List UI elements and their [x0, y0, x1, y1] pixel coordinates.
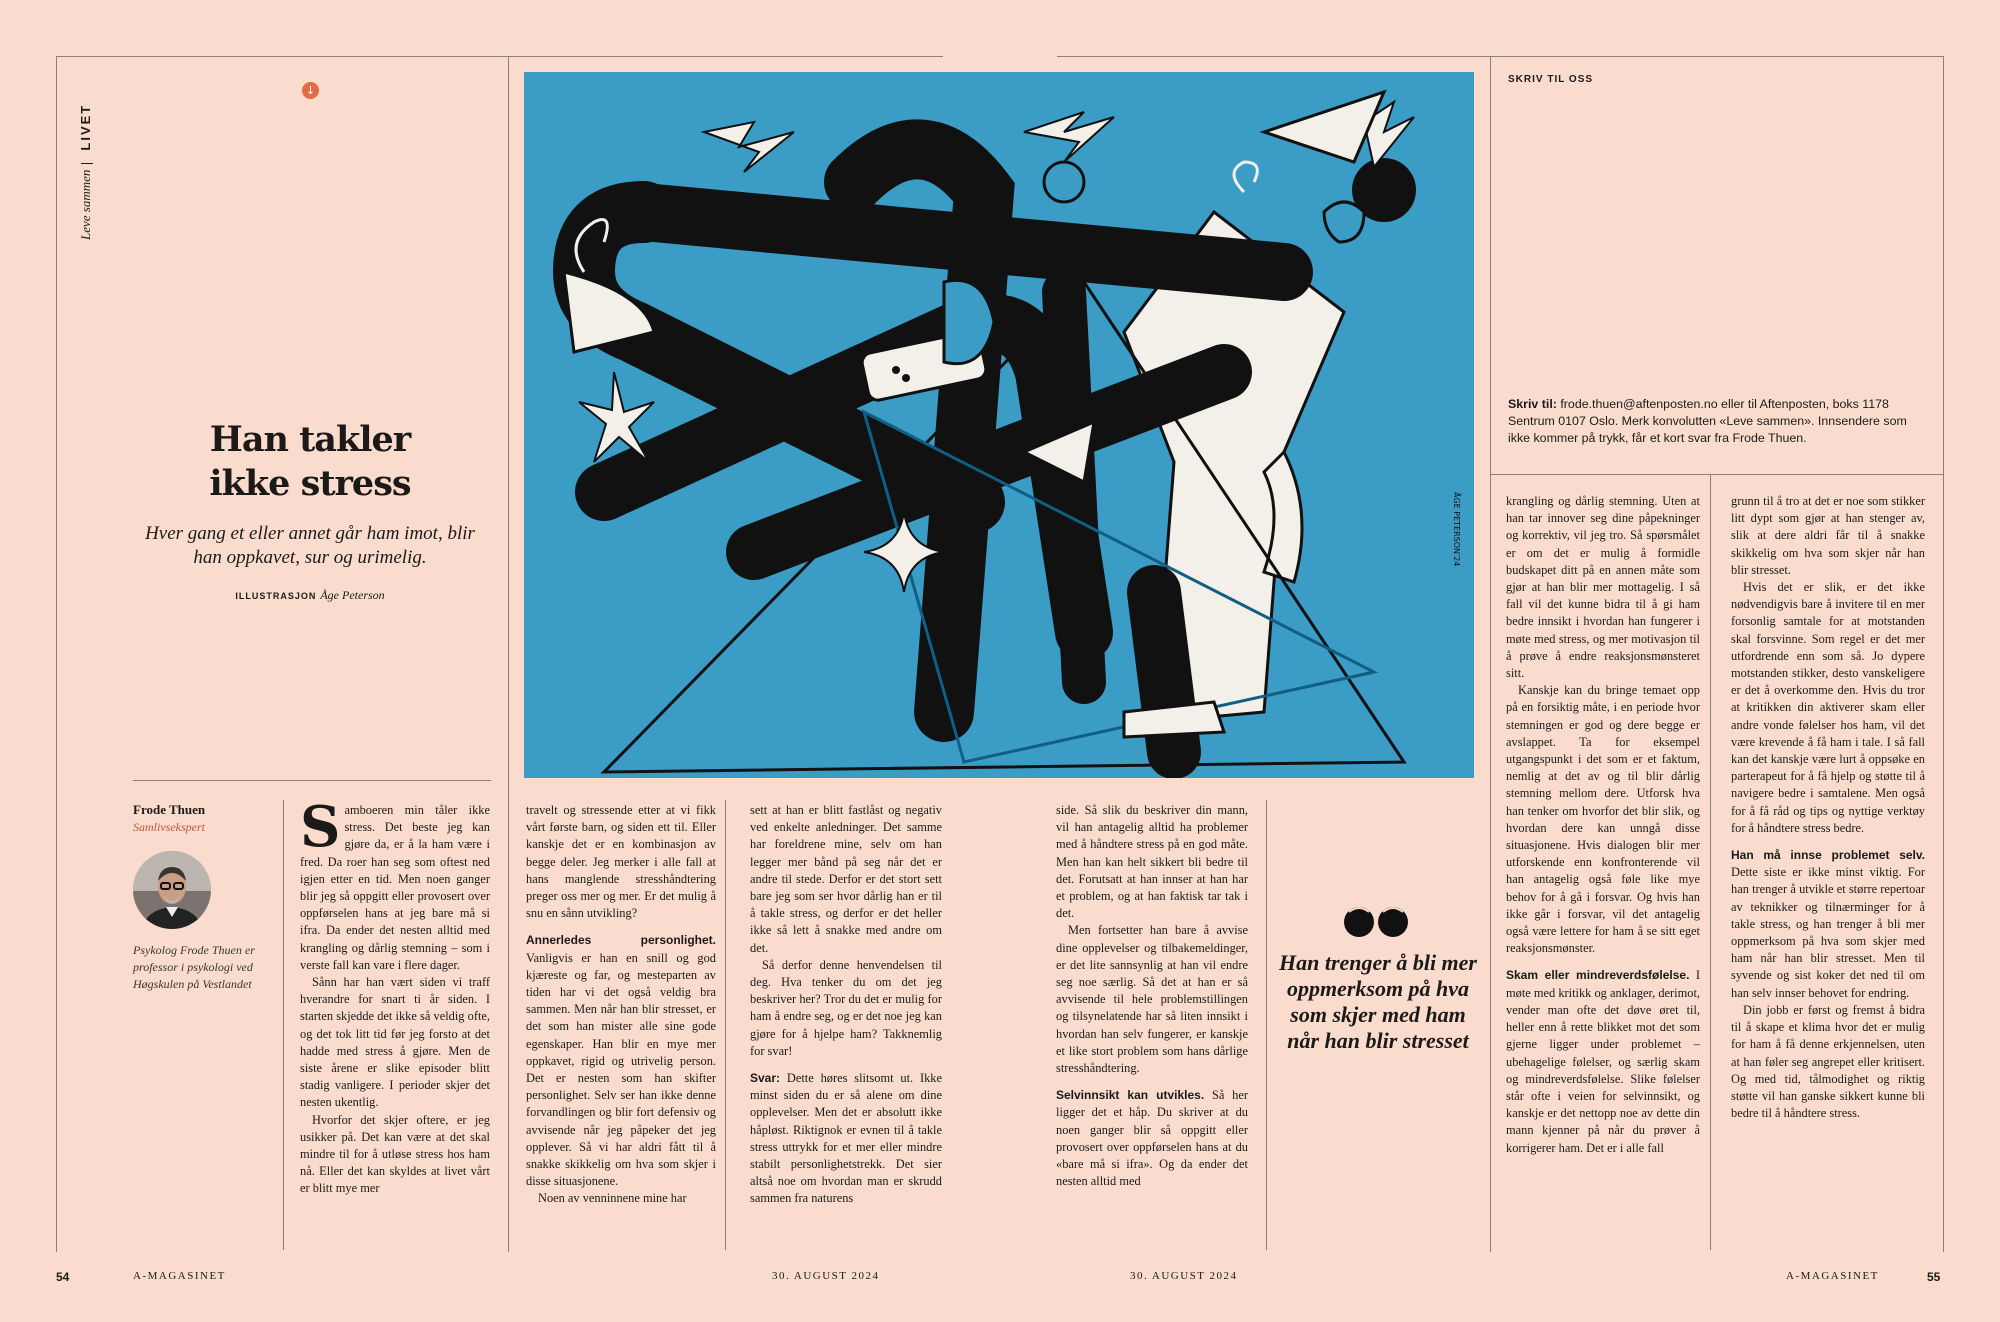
illustration-credit: ILLUSTRASJON Åge Peterson — [235, 588, 385, 602]
rule-col-divider — [1710, 474, 1711, 1250]
author-bio: Psykolog Frode Thuen er professor i psykologi ved Høgskulen på Vestlandet — [133, 943, 255, 991]
article-lede: Hver gang et eller annet går ham imot, blir han oppkavet, sur og urimelig. — [145, 523, 475, 568]
article-column-1: S amboeren min tåler ikke stress. Det beste jeg kan gjøre da, er å la ham være i fred. Da roer han seg som oftest ned igjen etter en tid. Men noen ganger blir jeg så oppgitt eller provosert over oppførselen hans at jeg bare må si ifra. Da ender det nesten alltid med krangling og dårlig stemning – som i verste fall kan vare i flere dager. Sånn har han vært siden vi traff hverandre for snart ti år siden. I starten skjedde det ikke så veldig ofte, og det tok litt tid før jeg forsto at det hadde med stress å gjøre. Men de siste årene er slike episoder blitt stadig vanligere. I perioder skjer det nesten ukentlig. Hvorfor det skjer oftere, er jeg usikker på. Det kan være at det skal mindre til for å utløse stress hos ham nå. Eller det kan skyldes at livet vårt er blitt mye mer — [300, 794, 490, 1196]
subheading: Annerledes personlighet. — [526, 933, 716, 948]
section-sub: Leve sammen — [78, 169, 93, 240]
magazine-name-left: A-MAGASINET — [133, 1270, 226, 1282]
article-column-2: travelt og stressende etter at vi fikk vårt første barn, og siden ett til. Eller kanskje det er en kombinasjon av begge deler. Jeg merker i alle fall at hans manglende stresshåndtering preger oss mer og mer. Er det mulig å snu en sånn utvikling? Annerledes personlighet. Vanligvis er han en snill og god kjæreste og far, og mesteparten av tiden har vi det også veldig bra sammen. Men når han blir stresset, er det som han mister alle sine gode egenskaper. Han blir en mye mer oppkavet, rigid og utrivelig person. Det er nesten som han skifter personlighet. Selv ser han ikke denne forvandlingen og blir fort defensiv og avvisende når jeg påpeker det jeg opplever. Så vi har aldri fått til å snakke skikkelig om hva som skjer i disse situasjonene. Noen av venninnene mine har — [526, 803, 716, 1206]
rule-col-divider — [508, 800, 509, 1250]
avatar — [133, 851, 211, 929]
subheading: Han må innse problemet selv. — [1731, 848, 1925, 863]
article-column-5: krangling og dårlig stemning. Uten at han tar innover seg dine påpekninger og korrektiv, vil jeg tro. Så spørsmålet er om det er mulig å formidle budskapet ditt på en annen måte som gjør at han blir mer mottagelig. I så fall vil det kunne bidra til å gi ham bedre innsikt i hvordan han fungerer i møte med stress, og mer motivasjon til å prøve å endre reaksjonsmønsteret sitt. Kanskje kan du bringe temaet opp på en forsiktig måte, i en periode hvor stemningen er god og dere begge er avslappet. Ta for eksempel utgangspunkt i det som er et faktum, nemlig at det av og til blir dårlig stemning mellom dere. Utforsk hva han tenker om hvorfor det blir slik, og hvordan dere kan unngå disse situasjonene. Hvis dialogen blir mer utforskende enn konfronterende vil han antagelig også føle like mye behov for å gå i forsvar. Og hvis han ikke går i forsvar, vil det antagelig også være lettere for ham å se sitt eget reaksjonsmønster. Skam eller mindreverdsfølelse. I møte med kritikk og anklager, derimot, vender man ofte det døve øret til, heller enn å rette blikket mot det som gjerne ligger under problemet – ubehagelige følelser, og særlig skam og mindreverdsfølelse. Slike følelser står ofte i veien for selvinnsikt, og kanskje er det nettopp noe av dette din mann kjenner på når du prøver å korrigerer ham. Det er i alle fall — [1506, 494, 1700, 1155]
section-label — [76, 80, 102, 280]
dropcap: S — [300, 794, 341, 860]
section-main: LIVET — [78, 103, 93, 151]
illustration — [524, 72, 1474, 778]
article-title: Han takler ikke stress — [209, 419, 411, 504]
illustration-signature: ÅGE PETERSON'24 — [1452, 492, 1461, 567]
rule-col-divider — [1490, 56, 1491, 1252]
page-number-left: 54 — [56, 1270, 70, 1284]
write-to-us-heading: SKRIV TIL OSS — [1508, 74, 1594, 85]
subheading: Svar: — [750, 1071, 781, 1086]
rule-right-edge — [1943, 56, 1944, 1252]
author-role: Samlivsekspert — [133, 820, 205, 834]
rule-top-right — [1057, 56, 1944, 57]
write-to-us-text: Skriv til: frode.thuen@aftenposten.no eller til Aftenposten, boks 1178 Sentrum 0107 Oslo. Merk konvolutten «Leve sammen». Innsendere som ikke kommer på trykk, får et kort svar fra Frode Thuen. — [1508, 397, 1907, 445]
rule-col-divider — [283, 800, 284, 1250]
subheading: Selvinnsikt kan utvikles. — [1056, 1088, 1205, 1103]
magazine-name-right: A-MAGASINET — [1786, 1270, 1879, 1282]
issue-date-left: 30. AUGUST 2024 — [772, 1270, 880, 1282]
author-name: Frode Thuen — [133, 802, 206, 817]
rule-col-divider — [725, 800, 726, 1250]
rule-col-divider — [1266, 800, 1267, 1250]
rule-top-left — [56, 56, 943, 57]
article-column-3: sett at han er blitt fastlåst og negativ ved enkelte anledninger. Det samme har foreldrene mine, selv om han legger mer bånd på seg når det er andre til stede. Derfor er det stort sett bare jeg som ser hvor dårlig han er til å takle stress, og derfor er det heller ikke så lett å snakke med andre om det. Så derfor denne henvendelsen til deg. Hva tenker du om det jeg beskriver her? Tror du det er mulig for ham å endre seg, og er det noe jeg kan gjøre for å hjelpe ham? Takknemlig for svar! Svar: Dette høres slitsomt ut. Ikke minst siden du er så alene om dine opplevelser. Men det er absolutt ikke håpløst. Riktignok er evnen til å takle stress uttrykk for et mer eller mindre stabilt personlighetstrekk. Det sier altså noe om hvordan man er skrudd sammen fra naturens — [750, 803, 942, 1206]
article-column-6: grunn til å tro at det er noe som stikker litt dypt som gjør at han stenger av, slik at dere aldri får til å snakke skikkelig om hva som skjer når han blir stresset. Hvis det er slik, er det ikke nødvendigvis bare å invitere til en mer forsonlig samtale for at motstanden skal forsvinne. Som regel er det mer utfordrende enn som så. Jo dypere motstanden stikker, desto vanskeligere er det å overkomme den. Hvis du tror at kritikken din aktiverer skam eller andre vonde følelser hos ham, vil det være krevende å få ham i tale. I så fall kan det kanskje være lurt å oppsøke en parterapeut for å få hjelp og støtte til å navigere bedre i samtalene. Men også for å få råd og tips og nyttige verktøy for å håndtere stress bedre. Han må innse problemet selv. Dette siste er ikke minst viktig. For han trenger å utvikle et større repertoar av teknikker og tilnærminger for å takle stress, og han trenger å bli mer oppmerksom på hva som skjer med ham når han blir stresset. Men til syvende og sist koker det ned til om han selv innser behovet for endring. Din jobb er først og fremst å bidra til å skape et klima hvor det er mulig for ham å få denne erkjennelsen, uten at han føler seg angrepet eller kritisert. Og med tid, tålmodighet og riktig støtte vil han ganske sikkert kunne bli bedre til å håndtere stress. — [1731, 494, 1925, 1121]
author-block — [133, 802, 273, 991]
rule-left-edge — [56, 56, 57, 1252]
rule-author — [133, 780, 491, 781]
pull-quote: Han trenger å bli mer oppmerksom på hva som skjer med ham når han blir stresset — [1278, 950, 1477, 1053]
page-number-right: 55 — [1927, 1270, 1941, 1284]
arrow-down-icon: ↓ — [302, 82, 319, 99]
issue-date-right: 30. AUGUST 2024 — [1130, 1270, 1238, 1282]
rule-write-box — [1490, 474, 1943, 475]
quote-icon — [1343, 902, 1413, 938]
subheading: Skam eller mindreverdsfølelse. — [1506, 968, 1690, 983]
article-column-4: side. Så slik du beskriver din mann, vil han antagelig alltid ha problemer med å håndtere stress på en god måte. Men han kan helt sikkert bli bedre til det. Forutsatt at han innser at han har et problem, og at han faktisk tar tak i det. Men fortsetter han bare å avvise dine opplevelser og tilbakemeldinger, er det lite sannsynlig at han vil endre seg noe særlig. Så det at han er så avvisende til hele problemstillingen og tilsynelatende har så liten innsikt i hvordan han selv fungerer, er kanskje et like stort problem som hans dårlige stresshåndtering. Selvinnsikt kan utvikles. Så her ligger det et håp. Du skriver at du noen ganger blir så oppgitt eller provosert over oppførselen hans at du «bare må si ifra». Og da ender det nesten alltid med — [1056, 803, 1248, 1189]
